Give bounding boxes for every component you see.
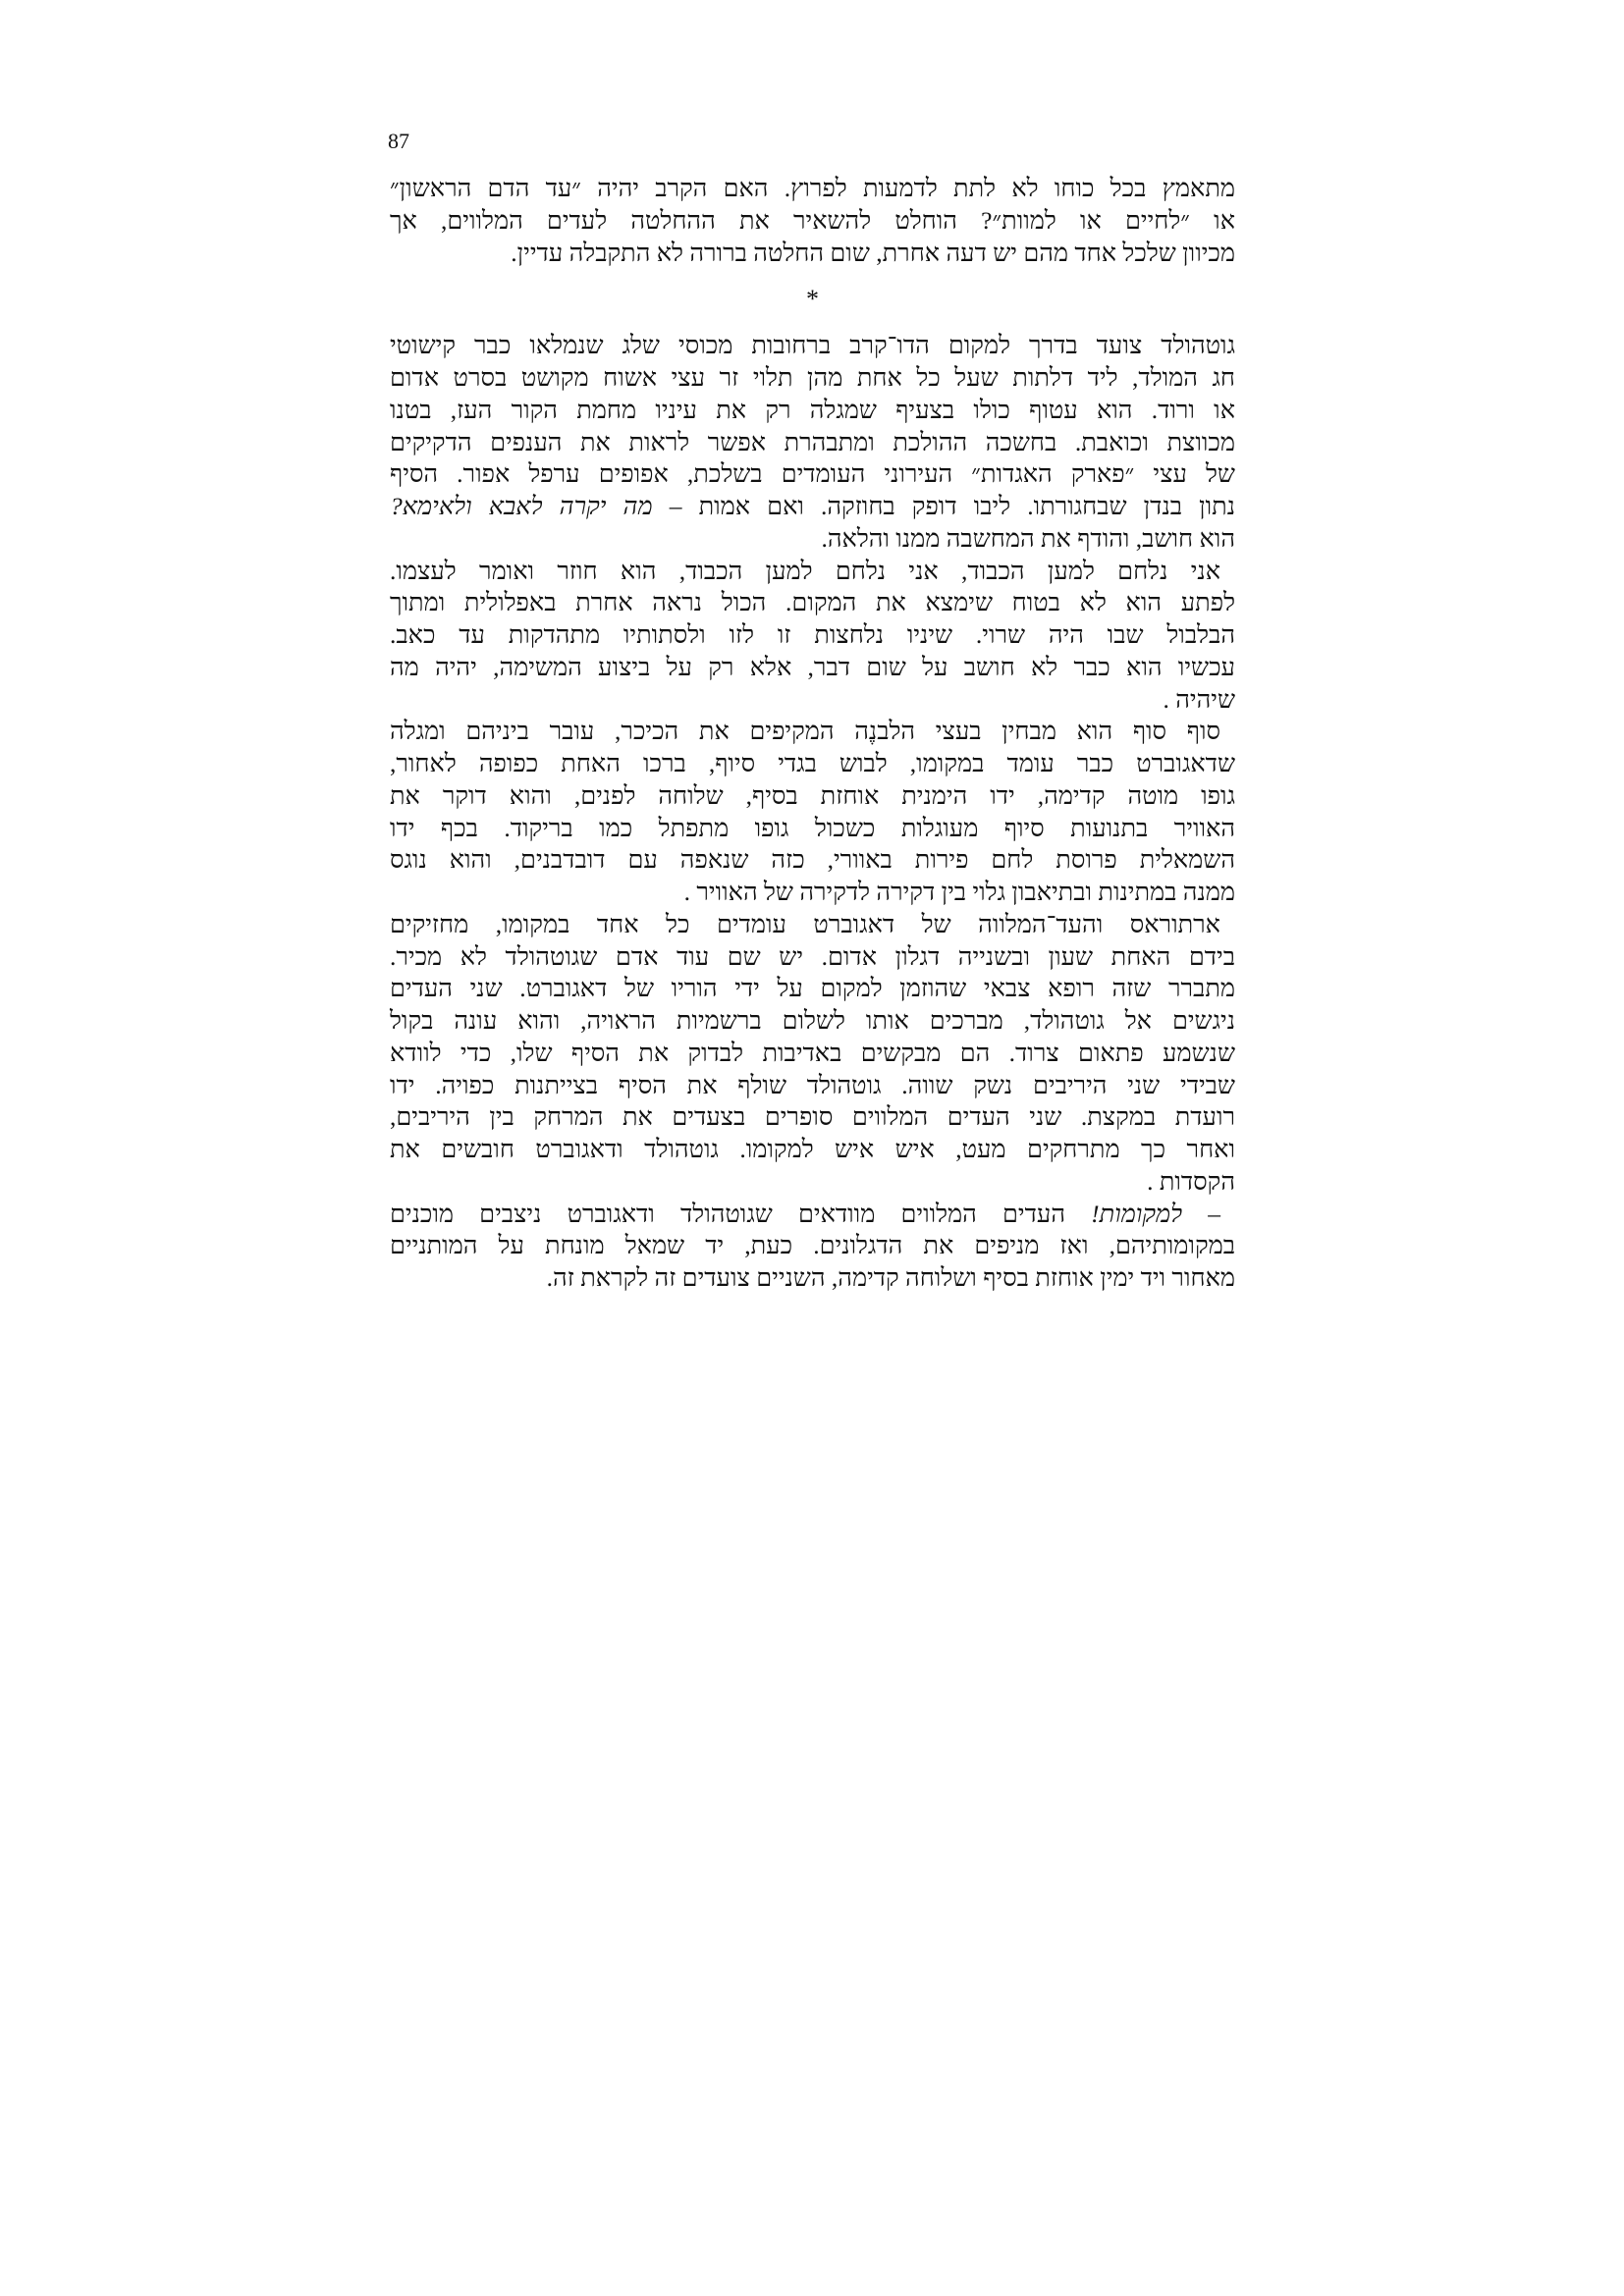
dialogue-dash: – <box>1182 1199 1221 1228</box>
text-line: גוטהולד צועד בדרך למקום הדו־קרב ברחובות מכוסי שלג שנמלאו כבר קישוטי <box>390 331 1235 360</box>
text-line: השמאלית פרוסת לחם פירות באוורי, כזה שנאפה עם דובדבנים, והוא נוגס <box>390 845 1235 875</box>
text-line: חג המולד, ליד דלתות שעל כל אחת מהן תלוי זר עצי אשוח מקושט בסרט אדום <box>390 363 1235 392</box>
text-line: ואחר כך מתרחקים מעט, איש איש למקומו. גוטהולד ודאגוברט חובשים את <box>390 1135 1235 1163</box>
text-line: שנשמע פתאום צרוד. הם מבקשים באדיבות לבדוק את הסיף שלו, כדי לוודא <box>390 1038 1235 1067</box>
text-line: הבלבול שבו היה שרוי. שיניו נלחצות זו לזו ולסתותיו מתהדקות עד כאב. <box>390 620 1235 649</box>
text-line: או ״לחיים או למוות״? הוחלט להשאיר את ההחלטה לעדים המלווים, אך <box>390 205 1235 235</box>
text-line: ארתוראס והעד־המלווה של דאגוברט עומדים כל אחד במקומו, מחזיקים <box>390 909 1220 938</box>
text-line: אני נלחם למען הכבוד, אני נלחם למען הכבוד, הוא חוזר ואומר לעצמו. <box>390 556 1220 585</box>
text-segment: העדים המלווים מוודאים שגוטהולד ודאגוברט ניצבים מוכנים <box>390 1199 1092 1228</box>
text-segment: נתון בנדן שבחגורתו. ליבו דופק בחוזקה. ואם אמות – <box>652 492 1235 520</box>
paragraph-4 <box>390 716 1235 909</box>
text-line: שדאגוברט כבר עומד במקומו, לבוש בגדי סיוף, ברכו האחת כפופה לאחור, <box>390 749 1235 777</box>
text-line: הקסדות . <box>1147 1166 1235 1196</box>
text-line: סוף סוף הוא מבחין בעצי הלבנֶה המקיפים את הכיכר, עובר ביניהם ומגלה <box>390 717 1220 746</box>
paragraph-2 <box>390 330 1235 555</box>
section-separator: * <box>806 285 819 314</box>
text-line: מתאמץ בכל כוחו לא לתת לדמעות לפרוץ. האם הקרב יהיה ״עד הדם הראשון״ <box>390 174 1235 202</box>
text-line: מכיוון שלכל אחד מהם יש דעה אחרת, שום החלטה ברורה לא התקבלה עדיין. <box>511 238 1235 267</box>
text-line: רועדת במקצת. שני העדים המלווים סופרים בצעדים את המרחק בין היריבים, <box>390 1102 1235 1132</box>
italic-command: למקומות! <box>1091 1199 1183 1228</box>
body-text <box>390 173 1235 1295</box>
text-line: מתברר שזה רופא צבאי שהוזמן למקום על ידי הוריו של דאגוברט. שני העדים <box>390 974 1235 1003</box>
page-number: 87 <box>388 129 409 153</box>
text-line: מאחור ויד ימין אוחזת בסיף ושלוחה קדימה, השניים צועדים זה לקראת זה. <box>546 1263 1235 1292</box>
text-line: במקומותיהם, ואז מניפים את הדגלונים. כעת, יד שמאל מונחת על המותניים <box>390 1231 1235 1260</box>
text-line: ממנה במתינות ובתיאבון גלוי בין דקירה לדקירה של האוויר . <box>683 878 1235 906</box>
text-line: לפתע הוא לא בטוח שימצא את המקום. הכול נראה אחרת באפלולית ומתוך <box>390 588 1235 617</box>
text-line: ניגשים אל גוטהולד, מברכים אותו לשלום ברשמיות הראויה, והוא עונה בקול <box>390 1006 1235 1035</box>
text-line: שבידי שני היריבים נשק שווה. גוטהולד שולף את הסיף בצייתנות כפויה. ידו <box>390 1070 1235 1099</box>
italic-thought: מה יקרה לאבא ולאימא? <box>390 492 653 520</box>
text-line: מכווצת וכואבת. בחשכה ההולכת ומתבהרת אפשר לראות את הענפים הדקיקים <box>390 427 1235 456</box>
text-line: הוא חושב, והודף את המחשבה ממנו והלאה. <box>821 523 1235 553</box>
paragraph-1 <box>390 173 1235 269</box>
text-line: או ורוד. הוא עטוף כולו בצעיף שמגלה רק את עיניו מחמת הקור העז, בטנו <box>390 395 1235 424</box>
text-line <box>390 491 1235 523</box>
paragraph-6 <box>390 1199 1235 1295</box>
text-line: שיהיה . <box>1163 684 1235 714</box>
text-line: גופו מוטה קדימה, ידו הימנית אוחזת בסיף, שלוחה לפנים, והוא דוקר את <box>390 780 1235 810</box>
text-line: האוויר בתנועות סיוף מעוגלות כשכול גופו מתפתל כמו בריקוד. בכף ידו <box>390 813 1235 842</box>
paragraph-3 <box>390 556 1235 717</box>
text-line: עכשיו הוא כבר לא חושב על שום דבר, אלא רק על ביצוע המשימה, יהיה מה <box>390 652 1235 681</box>
text-line <box>390 1199 1235 1231</box>
paragraph-5 <box>390 909 1235 1199</box>
text-line: בידם האחת שעון ובשנייה דגלון אדום. יש שם עוד אדם שגוטהולד לא מכיר. <box>390 941 1235 971</box>
text-line: של עצי ״פארק האגדות״ העירוני העומדים בשלכת, אפופים ערפל אפור. הסיף <box>390 459 1235 489</box>
